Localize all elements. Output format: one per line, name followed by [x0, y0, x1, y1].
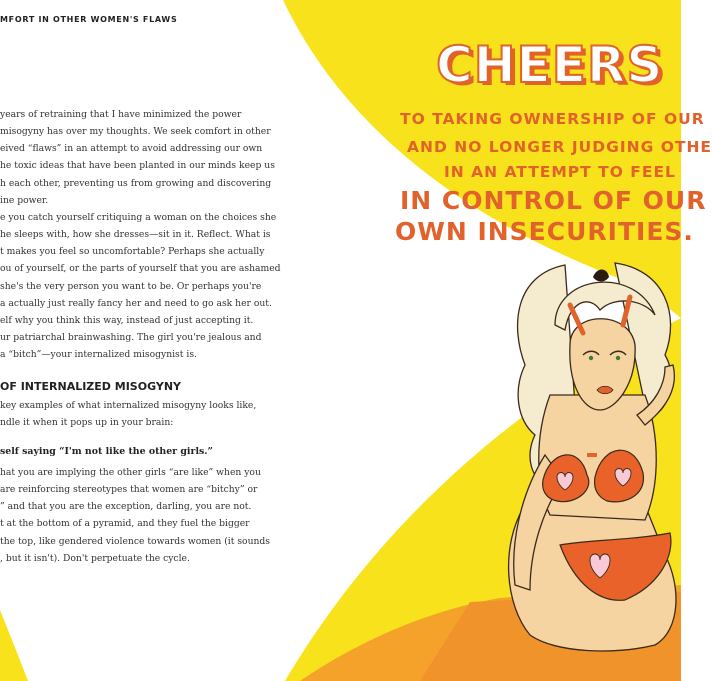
paragraph-line: he sleeps with, how she dresses—sit in it. Reflect. What is	[0, 229, 271, 241]
example-title: self saying “I'm not like the other girls.”	[0, 446, 213, 457]
paragraph-line: eived “flaws” in an attempt to avoid addressing our own	[0, 143, 263, 155]
example-line: the top, like gendered violence towards women (it sounds	[0, 535, 271, 547]
tagline-line: IN AN ATTEMPT TO FEEL	[444, 163, 676, 181]
example-line: hat you are implying the other girls “are like” when you	[0, 467, 261, 478]
paragraph-line: a “bitch”—your internalized misogynist is.	[0, 349, 197, 361]
example-text	[0, 464, 278, 567]
paragraph-line: elf why you think this way, instead of just accepting it.	[0, 314, 254, 326]
paragraph-line: ine power.	[0, 194, 49, 206]
example-line: ” and that you are the exception, darling, you are not.	[0, 501, 252, 513]
paragraph-line: h each other, preventing us from growing and discovering	[0, 177, 272, 189]
paragraph-line: ur patriarchal brainwashing. The girl you're jealous and	[0, 332, 262, 344]
running-head: MFORT IN OTHER WOMEN'S FLAWS	[0, 15, 178, 24]
paragraph-line: t makes you feel so uncomfortable? Perhaps she actually	[0, 246, 265, 258]
example-line: , but it isn't). Don't perpetuate the cycle.	[0, 552, 190, 564]
paragraph-line: he toxic ideas that have been planted in our minds keep us	[0, 160, 275, 172]
woman-illustration	[495, 255, 681, 657]
paragraph-line: she's the very person you want to be. Or perhaps you're	[0, 280, 262, 292]
paragraph-line: a actually just really fancy her and need to go ask her out.	[0, 297, 272, 309]
paragraph-line: ou of yourself, or the parts of yourself that you are ashamed	[0, 263, 281, 275]
paragraph-line: e you catch yourself critiquing a woman on the choices she	[0, 211, 277, 223]
paragraph-line: misogyny has over my thoughts. We seek comfort in other	[0, 126, 271, 138]
example-line: are reinforcing stereotypes that women are “bitchy” or	[0, 484, 258, 496]
example-line: t at the bottom of a pyramid, and they fuel the bigger	[0, 518, 250, 530]
paragraph-line: years of retraining that I have minimized the power	[0, 109, 242, 120]
section-heading: OF INTERNALIZED MISOGYNY	[0, 380, 181, 393]
tagline-line: TO TAKING OWNERSHIP OF OUR	[400, 110, 705, 128]
body-paragraph	[0, 106, 281, 363]
tagline-line: IN CONTROL OF OUR	[400, 186, 707, 215]
intro-text	[0, 397, 278, 431]
intro-line: key examples of what internalized misogyny looks like,	[0, 400, 257, 411]
tagline-line: AND NO LONGER JUDGING OTHE	[407, 138, 712, 156]
tagline-line: OWN INSECURITIES.	[395, 217, 694, 246]
cheers-headline: CHEERS	[436, 36, 664, 94]
intro-line: ndle it when it pops up in your brain:	[0, 417, 174, 428]
